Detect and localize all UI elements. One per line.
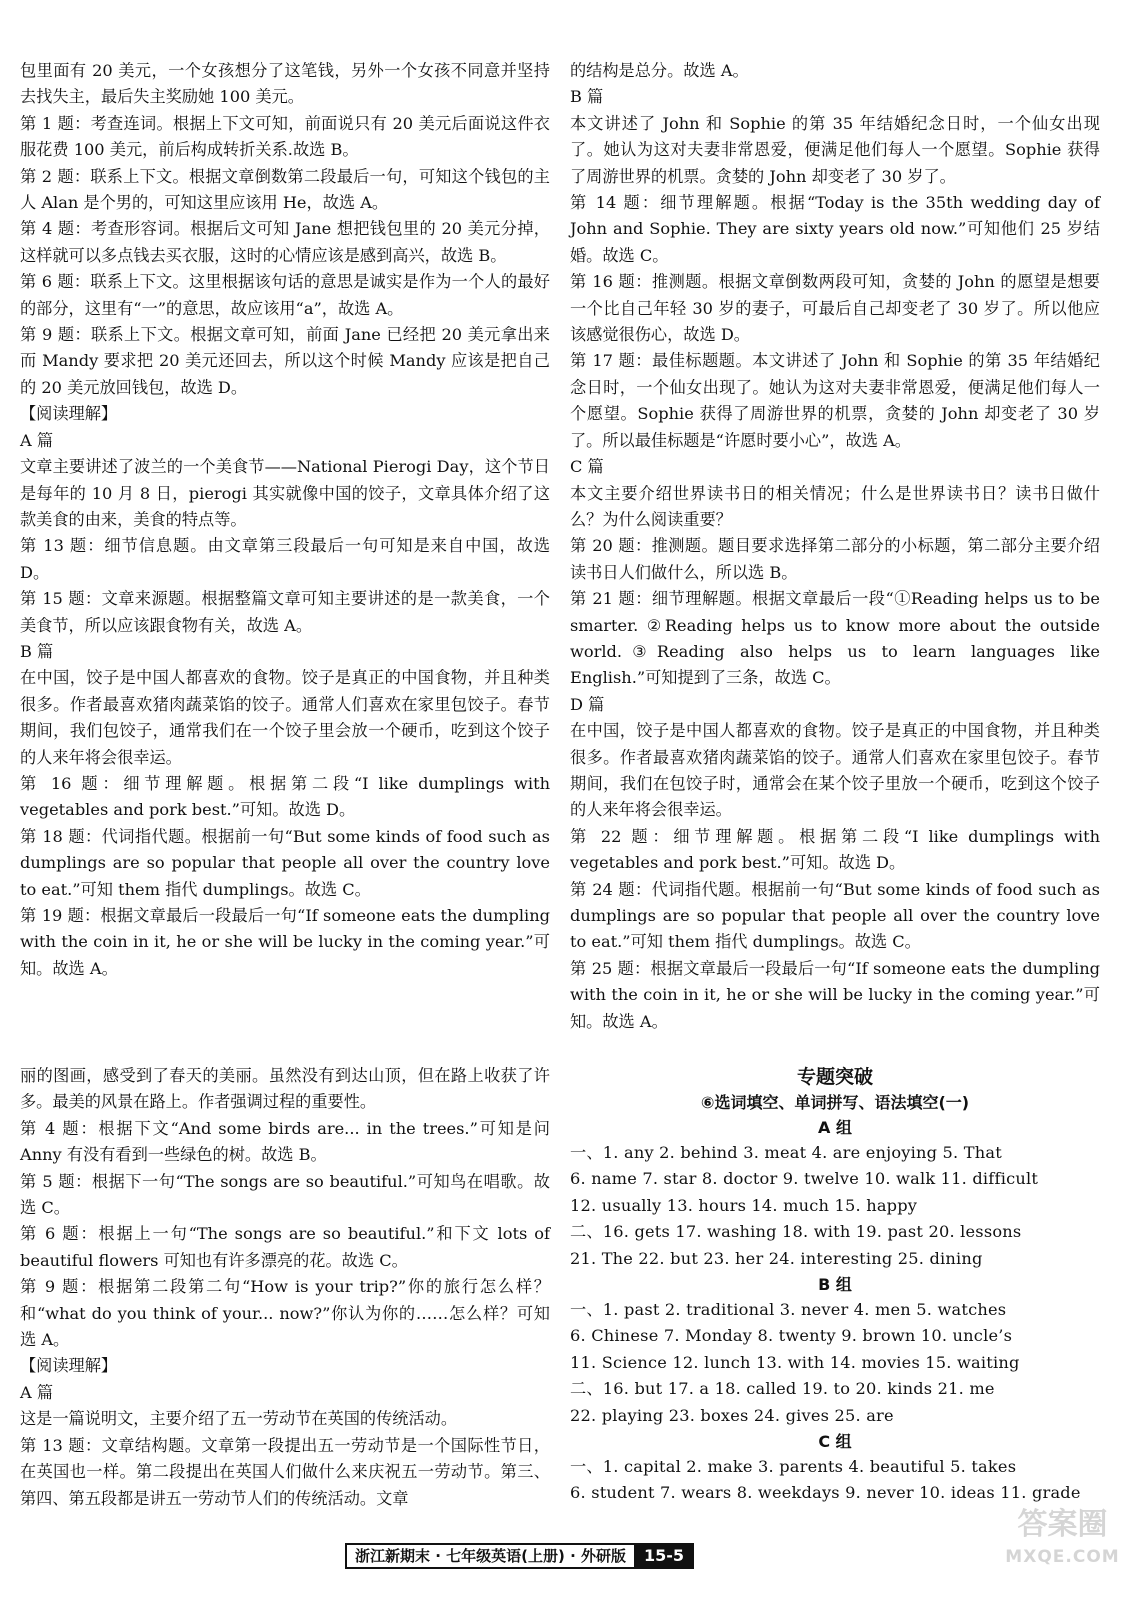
paragraph: B 篇 [20, 641, 54, 661]
paragraph: 本文讲述了 John 和 Sophie 的第 35 年结婚纪念日时，一个仙女出现了。她认为这对夫妻非常恩爱，便满足他们每人一个愿望。Sophie 获得了周游世界的机票。贪婪的 John 却变老了 30 岁了。 [570, 113, 1100, 186]
paragraph: 第 1 题：考查连词。根据上下文可知，前面说只有 20 美元后面说这件衣服花费 100 美元，前后构成转折关系.故选 B。 [20, 113, 550, 160]
answer-row: 11. Science 12. lunch 13. with 14. movies 15. waiting [570, 1352, 1020, 1372]
page-number: 15-5 [634, 1543, 694, 1569]
answer-row: 21. The 22. but 23. her 24. interesting 25. dining [570, 1248, 983, 1268]
paragraph: D 篇 [570, 694, 605, 714]
paragraph: 在中国，饺子是中国人都喜欢的食物。饺子是真正的中国食物，并且种类很多。作者最喜欢猪肉蔬菜馅的饺子。通常人们喜欢在家里包饺子。春节期间，我们包饺子，通常我们在一个饺子里会放一个硬币，吃到这个饺子的人来年将会很幸运。 [20, 668, 550, 767]
paragraph: 第 4 题：考查形容词。根据后文可知 Jane 想把钱包里的 20 美元分掉，这样就可以多点钱去买衣服，这时的心情应该是感到高兴，故选 B。 [20, 219, 550, 265]
paragraph: 第 5 题：根据下一句“The songs are so beautiful.”可知鸟在唱歌。故选 C。 [20, 1171, 550, 1218]
paragraph: 【阅读理解】 [20, 404, 118, 424]
paragraph: 本文主要介绍世界读书日的相关情况；什么是世界读书日？读书日做什么？为什么阅读重要？ [570, 483, 1100, 529]
paragraph: 【阅读理解】 [20, 1356, 118, 1376]
paragraph: 第 6 题：联系上下文。这里根据该句话的意思是诚实是作为一个人的最好的部分，这里有“一”的意思，故应该用“a”，故选 A。 [20, 272, 550, 318]
paragraph: 第 2 题：联系上下文。根据文章倒数第二段最后一句，可知这个钱包的主人 Alan 是个男的，可知这里应该用 He，故选 A。 [20, 166, 550, 213]
footer-book-title: 浙江新期末 · 七年级英语(上册) · 外研版 [345, 1543, 634, 1569]
group-c-title: C 组 [818, 1432, 852, 1452]
paragraph: 第 25 题：根据文章最后一段最后一句“If someone eats the dumpling with the coin in it, he or she will be lucky in the coming year.”可知。故选 A。 [570, 958, 1100, 1031]
section-title: 专题突破 [796, 1066, 873, 1088]
answer-row: 6. name 7. star 8. doctor 9. twelve 10. walk 11. difficult [570, 1169, 1039, 1189]
paragraph: 第 17 题：最佳标题题。本文讲述了 John 和 Sophie 的第 35 年结婚纪念日时，一个仙女出现了。她认为这对夫妻非常恩爱，便满足他们每人一个愿望。Sophie 获得了周游世界的机票，贪婪的 John 却变老了 30 岁了。所以最佳标题是“许愿时要小心”，故选 A。 [570, 351, 1100, 450]
paragraph: 第 6 题：根据上一句“The songs are so beautiful.”和下文 lots of beautiful flowers 可知也有许多漂亮的花。故选 C。 [20, 1224, 550, 1270]
paragraph: A 篇 [20, 1382, 54, 1402]
paragraph: 第 4 题：根据下文“And some birds are... in the trees.”可知是问 Anny 有没有看到一些绿色的树。故选 B。 [20, 1118, 550, 1165]
answer-row: 二、16. gets 17. washing 18. with 19. past 20. lessons [570, 1222, 1022, 1242]
answer-row: 一、1. any 2. behind 3. meat 4. are enjoying 5. That [570, 1143, 1002, 1162]
paragraph: 第 22 题：细节理解题。根据第二段“I like dumplings with vegetables and pork best.”可知。故选 D。 [570, 826, 1100, 873]
paragraph: 第 14 题：细节理解题。根据“Today is the 35th wedding day of John and Sophie. They are sixty years old now.”可知他们 25 岁结婚。故选 C。 [570, 193, 1100, 265]
watermark-logo [1000, 1505, 1125, 1590]
paragraph: 第 19 题：根据文章最后一段最后一句“If someone eats the dumpling with the coin in it, he or she will be lucky in the coming year.”可知。故选 A。 [20, 906, 550, 978]
paragraph: A 篇 [20, 430, 54, 450]
group-b-answers [570, 1297, 1100, 1429]
group-a-title: A 组 [818, 1118, 852, 1137]
answer-row: 二、16. but 17. a 18. called 19. to 20. kinds 21. me [570, 1379, 995, 1399]
paragraph: 第 9 题：联系上下文。根据文章可知，前面 Jane 已经把 20 美元拿出来而 Mandy 要求把 20 美元还回去，所以这个时候 Mandy 应该是把自己的 20 美元放回钱包，故选 D。 [20, 325, 550, 397]
group-a-answers [570, 1140, 1100, 1272]
paragraph: C 篇 [570, 457, 604, 477]
paragraph: 第 20 题：推测题。题目要求选择第二部分的小标题，第二部分主要介绍读书日人们做什么，所以选 B。 [570, 536, 1100, 582]
answer-row: 6. student 7. wears 8. weekdays 9. never 10. ideas 11. grade [570, 1483, 1081, 1503]
paragraph: 第 9 题：根据第二段第二句“How is your trip?”你的旅行怎么样？和“what do you think of your... now?”你认为你的……怎么样？可知选 A。 [20, 1277, 550, 1350]
left-column-top [20, 58, 550, 982]
paragraph: 在中国，饺子是中国人都喜欢的食物。饺子是真正的中国食物，并且种类很多。作者最喜欢猪肉蔬菜馅的饺子。通常人们喜欢在家里包饺子。春节期间，我们在包饺子时，通常会在某个饺子里放一个硬币，吃到这个饺子的人来年将会很幸运。 [570, 721, 1100, 820]
paragraph: 文章主要讲述了波兰的一个美食节——National Pierogi Day，这个节日是每年的 10 月 8 日，pierogi 其实就像中国的饺子，文章具体介绍了这款美食的由来，美食的特点等。 [20, 457, 550, 529]
paragraph: 丽的图画，感受到了春天的美丽。虽然没有到达山顶，但在路上收获了许多。最美的风景在路上。作者强调过程的重要性。 [20, 1066, 550, 1112]
paragraph: 第 15 题：文章来源题。根据整篇文章可知主要讲述的是一款美食，一个美食节，所以应该跟食物有关，故选 A。 [20, 589, 550, 635]
paragraph: 第 13 题：细节信息题。由文章第三段最后一句可知是来自中国，故选 D。 [20, 536, 550, 582]
answer-row: 一、1. capital 2. make 3. parents 4. beautiful 5. takes [570, 1457, 1017, 1477]
answer-row: 12. usually 13. hours 14. much 15. happy [570, 1195, 918, 1215]
page-footer [345, 1543, 694, 1569]
paragraph: 第 18 题：代词指代题。根据前一句“But some kinds of food such as dumplings are so popular that people all over the country love to eat.”可知 them 指代 dumplings。故选 C。 [20, 826, 550, 899]
paragraph: 包里面有 20 美元，一个女孩想分了这笔钱，另外一个女孩不同意并坚持去找失主，最后失主奖励她 100 美元。 [20, 61, 550, 107]
answer-row: 6. Chinese 7. Monday 8. twenty 9. brown 10. uncle’s [570, 1326, 1013, 1346]
watermark-line1: 答案圈 [1017, 1507, 1108, 1542]
paragraph: 第 13 题：文章结构题。文章第一段提出五一劳动节是一个国际性节日，在英国也一样。第二段提出在英国人们做什么来庆祝五一劳动节。第三、第四、第五段都是讲五一劳动节人们的传统活动。文章 [20, 1435, 550, 1508]
right-column-bottom [570, 1063, 1100, 1507]
paragraph: 第 24 题：代词指代题。根据前一句“But some kinds of food such as dumplings are so popular that people all over the country love to eat.”可知 them 指代 dumplings。故选 C。 [570, 879, 1100, 952]
subsection-title: ⑥选词填空、单词拼写、语法填空(一) [700, 1093, 970, 1112]
group-b-title: B 组 [818, 1275, 852, 1295]
paragraph: B 篇 [570, 87, 604, 107]
answer-row: 22. playing 23. boxes 24. gives 25. are [570, 1405, 894, 1425]
paragraph: 的结构是总分。故选 A。 [570, 61, 749, 80]
right-column-top [570, 58, 1100, 1035]
answer-row: 一、1. past 2. traditional 3. never 4. men 5. watches [570, 1300, 1007, 1320]
left-column-bottom [20, 1063, 550, 1512]
watermark-line2: MXQE.COM [1005, 1547, 1120, 1567]
group-c-answers [570, 1454, 1100, 1507]
paragraph: 第 21 题：细节理解题。根据文章最后一段“①Reading helps us to be smarter. ②Reading helps us to know more about the outside world.③Reading also helps us to learn languages like English.”可知提到了三条，故选 C。 [570, 589, 1100, 688]
paragraph: 第 16 题：细节理解题。根据第二段“I like dumplings with vegetables and pork best.”可知。故选 D。 [20, 773, 550, 820]
paragraph: 第 16 题：推测题。根据文章倒数两段可知，贪婪的 John 的愿望是想要一个比自己年轻 30 岁的妻子，可最后自己却变老了 30 岁了。所以他应该感觉很伤心，故选 D。 [570, 272, 1100, 345]
paragraph: 这是一篇说明文，主要介绍了五一劳动节在英国的传统活动。 [20, 1409, 458, 1429]
